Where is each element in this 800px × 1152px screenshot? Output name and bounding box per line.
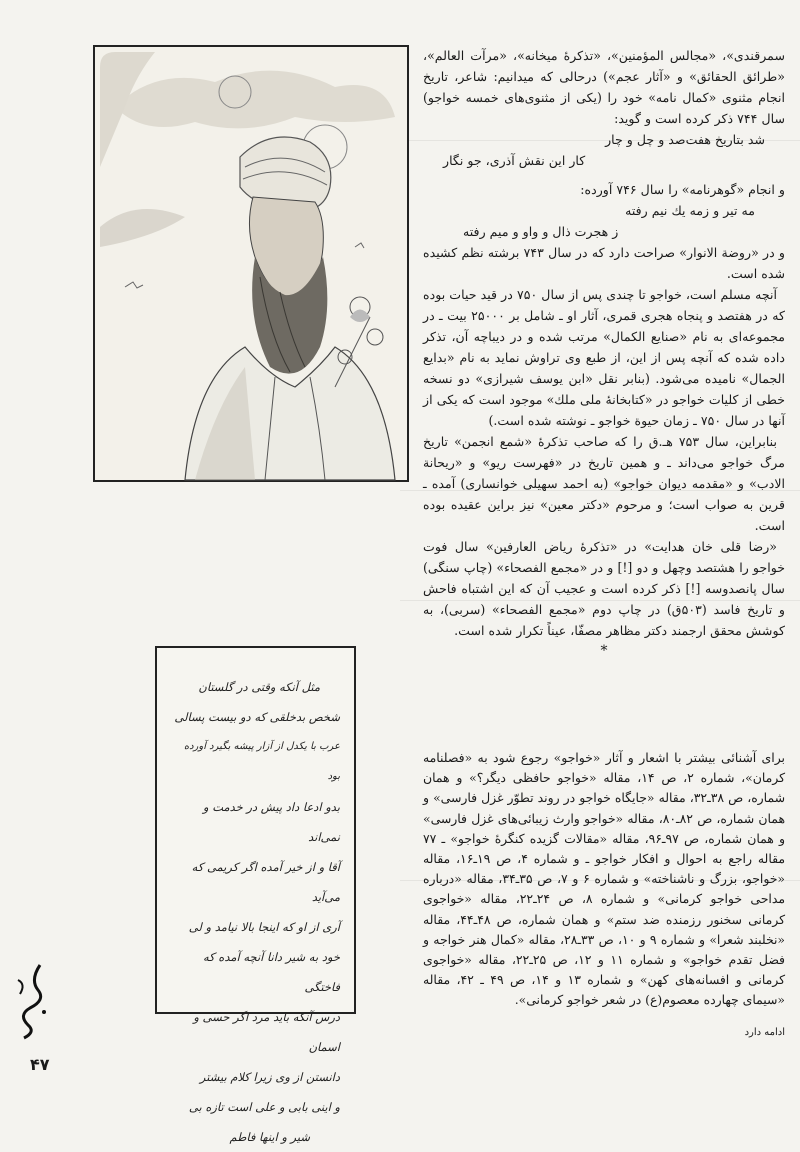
paragraph-hedayat: «رضا قلی خان هدایت» در «تذکرهٔ ریاض العارفین» سال فوت خواجو را هشتصد وچهل و دو [!] و در «مجمع الفصحاء» (چاپ سنگی) سال پانصدوسه [!] ذکر کرده است و عجیب آن که این اشتباه فاحش و تاریخ فاسد (۵۰۳ق) در چاپ دوم «مجمع الفصحاء» (سربی)، به کوشش محقق ارجمند دکتر مظاهر مصفّا، عیناً تکرار شده است. — [423, 539, 785, 638]
paragraph-rawzat: و در «روضة الانوار» صراحت دارد که در سال ۷۴۳ برشته نظم کشیده شده است. — [423, 245, 785, 281]
paragraph-therefore: بنابراین، سال ۷۵۳ هـ.ق را که صاحب تذکرهٔ «شمع انجمن» تاریخ مرگ خواجو می‌داند ـ و همین تاریخ در «فهرست ریو» و «ریحانة الادب» و «مقدمه دیوان خواجو» (به احمد سهیلی خوانساری) آمده ـ قرین به صواب است؛ و مرحوم «دکتر معین» نیز براین عقیده بوده است. — [423, 434, 785, 533]
paragraph-certain: آنچه مسلم است، خواجو تا چندی پس از سال ۷۵۰ در قید حیات بوده که در هفتصد و پنجاه هجری قمری، آثار او ـ شامل بر ۲۵۰۰۰ بیت ـ در مجموعه‌ای به نام «صنایع الکمال» مرتب شده و در دیباچه آن، تذکر داده شده که آنچه پس از این، از طبع وی تراوش نماید به نام «بدایع الجمال» نامیده می‌شود. (بنابر نقل «ابن یوسف شیرازی» دو نسخه خطی از کلیات خواجو در «کتابخانهٔ ملی ملك» موجود است که یکی از آنها در سال ۷۵۰ ـ زمان حیوة خواجو ـ نوشته شده است.) — [423, 287, 786, 428]
manuscript-line: خود به شیر دانا آنچه آمده که فاختگی — [203, 950, 340, 994]
manuscript-line: درس آنکه باید مرد اگر حسی و اسمان — [193, 1010, 340, 1054]
manuscript-line: دانستن از وی زیرا کلام بیشتر — [199, 1070, 340, 1084]
manuscript-line: آقا و از خیر آمده اگر کریمی که می‌آید — [191, 860, 340, 904]
manuscript-line: شیر و اینها فاطم — [229, 1130, 310, 1144]
manuscript-line: عرب با یکدل از آزار پیشه بگیرد آورده بود — [183, 741, 340, 782]
main-text-column — [423, 45, 785, 662]
manuscript-sample — [155, 646, 356, 1144]
section-separator: * — [600, 643, 608, 659]
references-paragraph: برای آشنائی بیشتر با اشعار و آثار «خواجو» رجوع شود به «فصلنامه کرمان»، شماره ۲، ص ۱۴، مقاله «خواجو حافظی دیگر؟» و همان شماره، ص ۳۸ـ۳۲، مقاله «جایگاه خواجو در روند تطوّر غزل فارسی» و همان شماره، ص ۸۲ـ۸۰، مقاله «خواجو وارث زیبائی‌های غزل فارسی» و همان شماره، ص ۹۷ـ۹۶، مقاله «مقالات گزیده کنگرهٔ خواجو» ـ ۷۷ مقاله راجع به احوال و افکار خواجو ـ و شماره ۴، ص ۱۹ـ۱۶، مقاله «خواجو، بزرگ و ناشناخته» و شماره ۶ و ۷، ص ۳۵ـ۳۴، مقاله «درباره مداحی خواجو کرمانی» و شماره ۸، ص ۲۴ـ۲۲، مقاله «خواجوی کرمانی سخنور رزمنده ضد ستم» و همان شماره، ص ۴۸ـ۴۴، مقاله «نخلبند شعرا» و شماره ۹ و ۱۰، ص ۳۳ـ۲۸، مقاله «کمال هنر خواجه و فضل تقدم خواجو» و شماره ۱۱ و ۱۲، ص ۲۵ـ۲۲، مقاله «خواجوی کرمانی و افسانه‌های کهن» و شماره ۱۳ و ۱۴، ص ۴۹ ـ ۴۲، مقاله «سیمای چهارده معصوم(ع) در شعر خواجو کرمانی». — [423, 750, 785, 1008]
verse1-hemistich-1: شد بتاریخ هفت‌صد و چل و چار — [605, 132, 765, 147]
manuscript-lines — [157, 648, 354, 1152]
khwaju-portrait-illustration — [93, 45, 409, 482]
manuscript-line: مثل آنکه وقتی در گلستان — [198, 680, 320, 694]
verse1-hemistich-2: کار این نقش آذری، جو نگار — [443, 153, 586, 168]
manuscript-line: آری از او که اینجا بالا نیامد و لی — [188, 920, 340, 934]
continued-label: ادامه دارد — [744, 1027, 785, 1038]
verse2-hemistich-2: ز هجرت ذال و واو و میم رفته — [463, 224, 619, 239]
manuscript-line: بدو ادعا داد پیش در خدمت و نمی‌اند — [202, 800, 340, 844]
manuscript-line: شخص بدخلقی که دو بیست پسالی — [174, 710, 340, 724]
page-number: ۴۷ — [30, 1055, 50, 1074]
kerman-logo-calligraphy — [10, 960, 52, 1040]
portrait-drawing — [95, 47, 407, 480]
kerman-logo — [10, 960, 52, 1040]
mid-paragraph: و انجام «گوهرنامه» را سال ۷۴۶ آورده: — [580, 182, 785, 197]
verse2-hemistich-1: مه تیر و زمه یك نیم رفته — [625, 203, 755, 218]
manuscript-line: و اینی بابی و علی است تازه بی — [188, 1100, 340, 1114]
intro-paragraph: سمرقندی»، «مجالس المؤمنین»، «تذکرهٔ میخانه»، «مرآت العالم»، «طرائق الحقائق» و «آثار عجم») درحالی که میدانیم: شاعر، تاریخ انجام مثنوی «کمال نامه» خود را (یکی از مثنوی‌های خمسه خواجو) سال ۷۴۴ ذکر کرده است و گوید: — [423, 48, 785, 126]
references-column — [423, 748, 785, 1011]
